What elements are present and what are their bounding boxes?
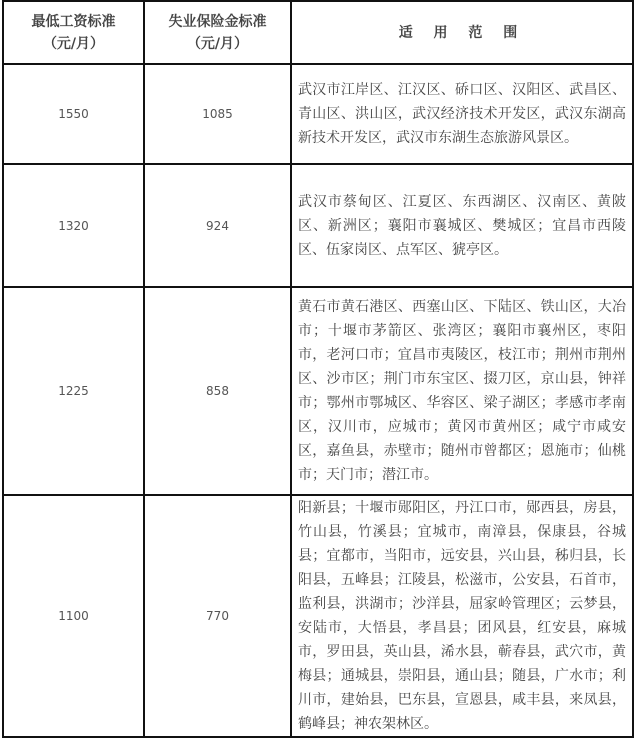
min-wage-cell: 1550 <box>3 64 144 164</box>
min-wage-cell: 1100 <box>3 495 144 737</box>
header-unemployment-benefit <box>144 1 291 64</box>
min-wage-cell: 1320 <box>3 164 144 287</box>
table-row <box>3 64 633 164</box>
unemployment-cell: 858 <box>144 287 291 495</box>
unemployment-cell: 924 <box>144 164 291 287</box>
unemployment-cell: 770 <box>144 495 291 737</box>
minimum-wage-table <box>2 0 634 738</box>
header-scope: 适 用 范 围 <box>291 1 633 64</box>
table-header-row <box>3 1 633 64</box>
min-wage-cell: 1225 <box>3 287 144 495</box>
unemployment-cell: 1085 <box>144 64 291 164</box>
table-row <box>3 495 633 737</box>
scope-cell: 武汉市江岸区、江汉区、硚口区、汉阳区、武昌区、青山区、洪山区，武汉经济技术开发区，武汉东湖高新技术开发区，武汉市东湖生态旅游风景区。 <box>291 64 633 164</box>
header-unemployment-title: 失业保险金标准 <box>168 13 267 30</box>
scope-cell: 黄石市黄石港区、西塞山区、下陆区、铁山区，大冶市；十堰市茅箭区、张湾区；襄阳市襄州区，枣阳市，老河口市；宜昌市夷陵区，枝江市；荆州市荆州区、沙市区；荆门市东宝区、掇刀区，京山县，钟祥市；鄂州市鄂城区、华容区、梁子湖区；孝感市孝南区，汉川市，应城市；黄冈市黄州区；咸宁市咸安区，嘉鱼县，赤壁市；随州市曾都区；恩施市；仙桃市；天门市；潜江市。 <box>291 287 633 495</box>
table-row <box>3 287 633 495</box>
header-min-wage <box>3 1 144 64</box>
header-min-wage-title: 最低工资标准 <box>31 13 116 30</box>
header-unemployment-unit: （元/月） <box>186 35 249 52</box>
table-row <box>3 164 633 287</box>
scope-cell: 阳新县；十堰市郧阳区，丹江口市，郧西县，房县，竹山县，竹溪县；宜城市，南漳县，保康县，谷城县；宜都市，当阳市，远安县，兴山县，秭归县，长阳县，五峰县；江陵县，松滋市，公安县，石首市，监利县，洪湖市；沙洋县，屈家岭管理区；云梦县，安陆市，大悟县，孝昌县；团风县，红安县，麻城市，罗田县，英山县，浠水县，蕲春县，武穴市，黄梅县；通城县，崇阳县，通山县；随县，广水市；利川市，建始县，巴东县，宣恩县，咸丰县，来凤县，鹤峰县；神农架林区。 <box>291 495 633 737</box>
header-min-wage-unit: （元/月） <box>42 35 105 52</box>
scope-cell: 武汉市蔡甸区、江夏区、东西湖区、汉南区、黄陂区、新洲区；襄阳市襄城区、樊城区；宜昌市西陵区、伍家岗区、点军区、猇亭区。 <box>291 164 633 287</box>
